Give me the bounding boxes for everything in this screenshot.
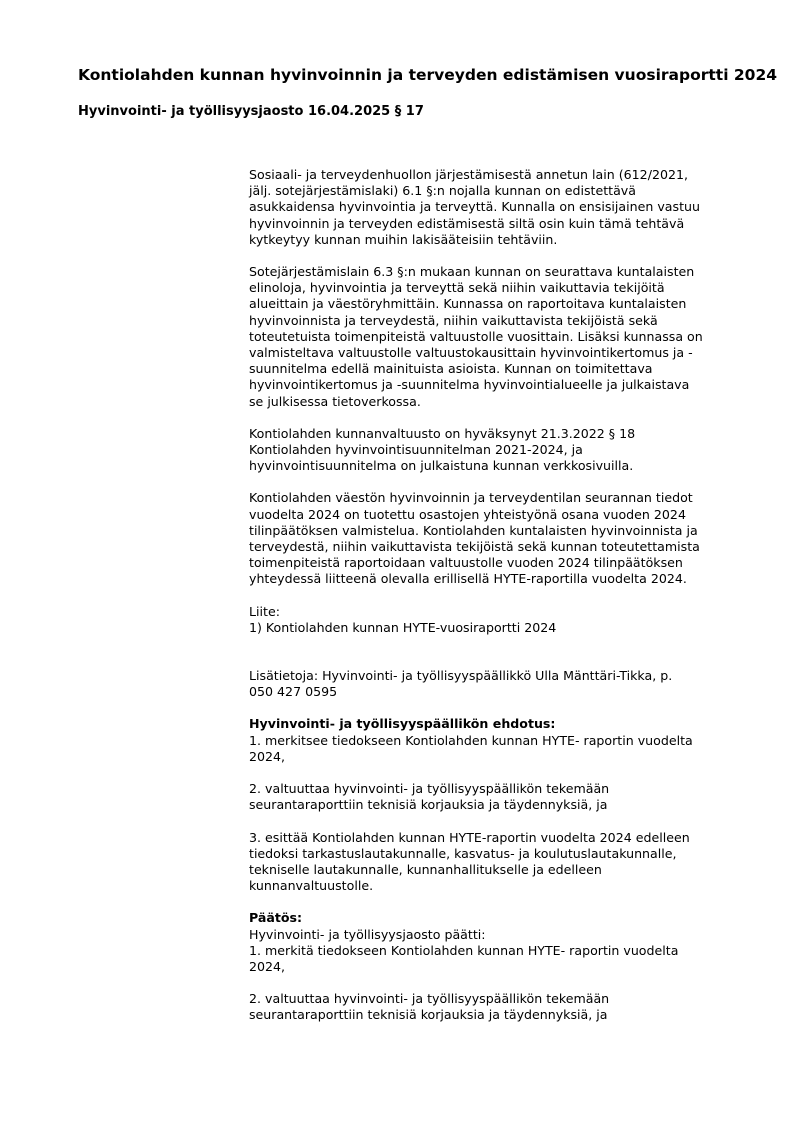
text-line: tilinpäätöksen valmistelua. Kontiolahden kuntalaisten hyvinvoinnista ja [249,522,698,538]
decision-item-1: 1. merkitä tiedokseen Kontiolahden kunnan HYTE- raportin vuodelta [249,942,679,958]
text-line: tiedoksi tarkastuslautakunnalle, kasvatus- ja koulutuslautakunnalle, [249,845,677,861]
text-line: toteutetuista toimenpiteistä valtuustolle vuosittain. Lisäksi kunnassa on [249,328,703,344]
attachment-section [249,604,749,636]
decision-intro: Hyvinvointi- ja työllisyysjaosto päätti: [249,926,486,942]
text-line: toimenpiteistä raportoidaan valtuustolle vuoden 2024 tilinpäätöksen [249,555,683,571]
text-line: Kontiolahden väestön hyvinvoinnin ja terveydentilan seurannan tiedot [249,490,693,506]
proposal-item-2 [249,781,749,813]
document-body [249,167,749,1040]
text-line: seurantaraporttiin teknisiä korjauksia ja täydennyksiä, ja [249,1007,608,1023]
text-line: tekniselle lautakunnalle, kunnanhallitukselle ja edelleen [249,861,602,877]
text-line: kytkeytyy kunnan muihin lakisääteisiin tehtäviin. [249,231,558,247]
text-line: kunnanvaltuustolle. [249,878,374,894]
paragraph-monitoring-duty [249,264,749,410]
text-line: 2. valtuuttaa hyvinvointi- ja työllisyyspäällikön tekemään [249,991,610,1007]
document-title: Kontiolahden kunnan hyvinvoinnin ja terveyden edistämisen vuosiraportti 2024 [78,66,778,84]
paragraph-report-data [249,490,749,587]
proposal-section [249,716,749,765]
attachment-label: Liite: [249,603,280,619]
contact-info [249,668,749,700]
text-line: seurantaraporttiin teknisiä korjauksia ja täydennyksiä, ja [249,797,608,813]
decision-heading: Päätös: [249,910,303,926]
text-line: jälj. sotejärjestämislaki) 6.1 §:n nojalla kunnan on edistettävä [249,183,636,199]
text-line: vuodelta 2024 on tuotettu osastojen yhteistyönä osana vuoden 2024 [249,506,686,522]
text-line: hyvinvoinnista ja terveydestä, niihin vaikuttavista tekijöistä sekä [249,312,658,328]
text-line: Kontiolahden kunnanvaltuusto on hyväksynyt 21.3.2022 § 18 [249,425,636,441]
text-line: 2. valtuuttaa hyvinvointi- ja työllisyyspäällikön tekemään [249,781,610,797]
text-line: asukkaidensa hyvinvointia ja terveyttä. Kunnalla on ensisijainen vastuu [249,199,700,215]
proposal-heading: Hyvinvointi- ja työllisyyspäällikön ehdotus: [249,716,556,732]
paragraph-legal-basis [249,167,749,248]
text-line: Kontiolahden hyvinvointisuunnitelman 2021-2024, ja [249,442,583,458]
decision-item-2 [249,991,749,1023]
attachment-item: 1) Kontiolahden kunnan HYTE-vuosiraportti 2024 [249,619,557,635]
spacer [249,652,749,668]
decision-item-1-cont: 2024, [249,958,286,974]
text-line: suunnitelma edellä mainituista asioista. Kunnan on toimitettava [249,361,653,377]
decision-section [249,910,749,975]
text-line: hyvinvointisuunnitelma on julkaistuna kunnan verkkosivuilla. [249,458,634,474]
proposal-item-1-cont: 2024, [249,748,286,764]
text-line: terveydestä, niihin vaikuttavista tekijöistä sekä kunnan toteutettamista [249,539,700,555]
text-line: hyvinvoinnin ja terveyden edistämisestä siltä osin kuin tämä tehtävä [249,215,685,231]
text-line: elinoloja, hyvinvointia ja terveyttä sekä niihin vaikuttavia tekijöitä [249,280,665,296]
text-line: valmisteltava valtuustolle valtuustokausittain hyvinvointikertomus ja - [249,345,693,361]
text-line: 3. esittää Kontiolahden kunnan HYTE-raportin vuodelta 2024 edelleen [249,829,690,845]
text-line: Sosiaali- ja terveydenhuollon järjestämisestä annetun lain (612/2021, [249,167,688,182]
meeting-subtitle: Hyvinvointi- ja työllisyysjaosto 16.04.2025 § 17 [78,104,424,119]
text-line: Lisätietoja: Hyvinvointi- ja työllisyyspäällikkö Ulla Mänttäri-Tikka, p. [249,668,673,684]
proposal-item-1: 1. merkitsee tiedokseen Kontiolahden kunnan HYTE- raportin vuodelta [249,732,693,748]
text-line: alueittain ja väestöryhmittäin. Kunnassa on raportoitava kuntalaisten [249,296,687,312]
text-line: Sotejärjestämislain 6.3 §:n mukaan kunnan on seurattava kuntalaisten [249,264,695,280]
text-line: hyvinvointikertomus ja -suunnitelma hyvinvointialueelle ja julkaistava [249,377,690,393]
text-line: 050 427 0595 [249,684,338,700]
text-line: se julkisessa tietoverkossa. [249,393,421,409]
paragraph-council-approval [249,426,749,475]
text-line: yhteydessä liitteenä olevalla erillisellä HYTE-raportilla vuodelta 2024. [249,571,687,587]
proposal-item-3 [249,830,749,895]
